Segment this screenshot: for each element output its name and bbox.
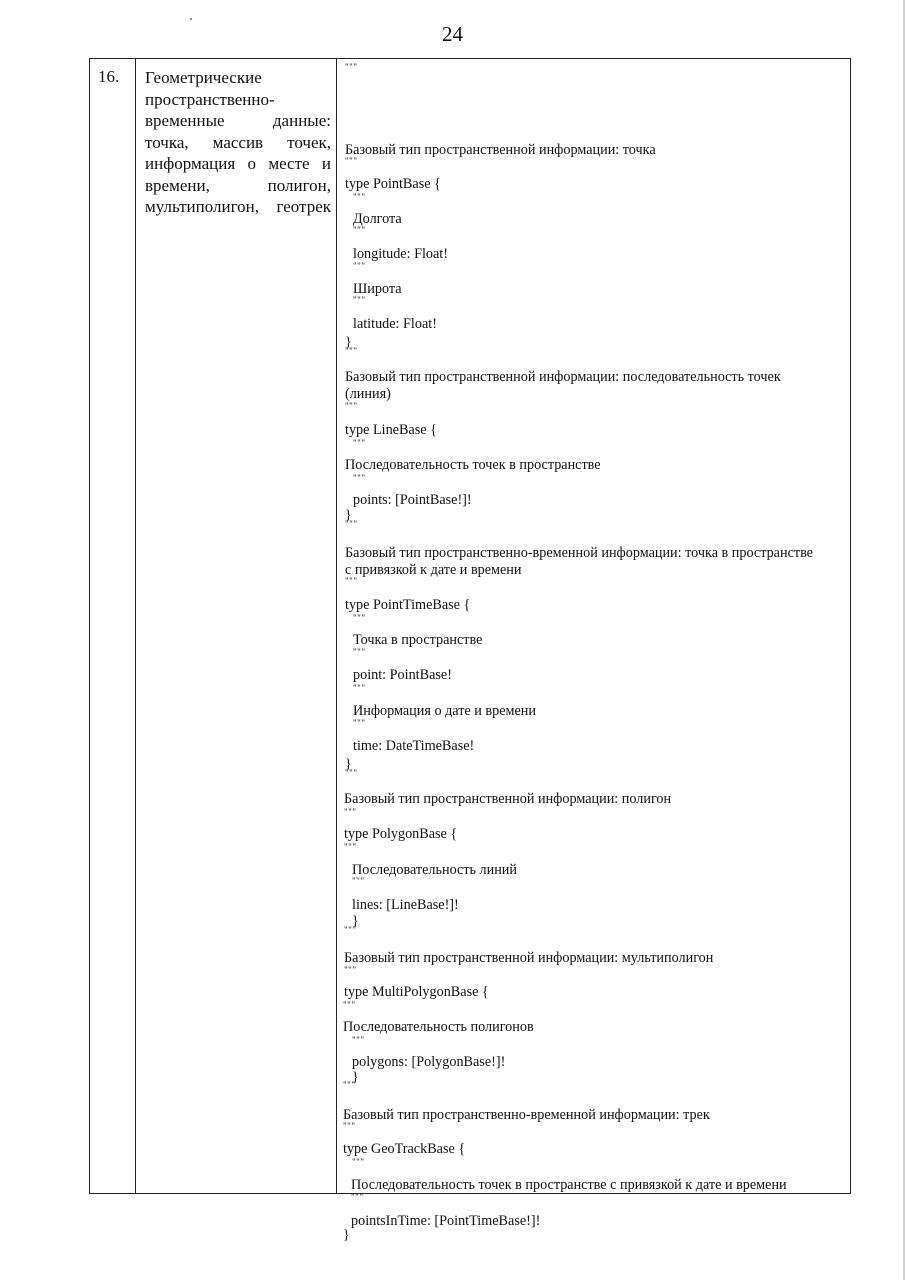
closing-brace: } bbox=[345, 335, 352, 350]
docstring-quotes: """ bbox=[352, 1035, 365, 1045]
title-word: Геометрические bbox=[145, 68, 262, 87]
code-line: Базовый тип пространственно-временной информации: трек bbox=[343, 1107, 710, 1123]
code-line: Последовательность линий bbox=[352, 862, 517, 878]
title-line bbox=[145, 67, 331, 89]
code-line: с привязкой к дате и времени bbox=[345, 562, 522, 578]
code-line: Базовый тип пространственно-временной информации: точка в пространстве bbox=[345, 545, 813, 561]
title-word: временные bbox=[145, 111, 225, 130]
docstring-quotes: """ bbox=[352, 876, 365, 886]
code-line: latitude: Float! bbox=[353, 316, 437, 332]
closing-brace: } bbox=[352, 1070, 359, 1085]
row-number: 16. bbox=[98, 67, 120, 86]
title-word: пространственно- bbox=[145, 89, 275, 109]
code-line: Последовательность точек в пространстве bbox=[345, 457, 601, 473]
code-line: Долгота bbox=[353, 211, 402, 227]
title-line bbox=[145, 196, 331, 218]
code-line: Информация о дате и времени bbox=[353, 703, 536, 719]
docstring-quotes: """ bbox=[344, 925, 357, 935]
title-line bbox=[145, 132, 331, 154]
title-line bbox=[145, 153, 331, 175]
title-line bbox=[145, 175, 331, 197]
docstring-quotes: """ bbox=[345, 576, 358, 586]
docstring-quotes: """ bbox=[345, 401, 358, 411]
docstring-quotes: """ bbox=[353, 473, 366, 483]
code-line: time: DateTimeBase! bbox=[353, 738, 475, 754]
code-line: (линия) bbox=[345, 386, 391, 402]
closing-brace: } bbox=[352, 914, 359, 929]
code-line: points: [PointBase!]! bbox=[353, 492, 472, 508]
title-line bbox=[145, 89, 331, 111]
docstring-quotes: """ bbox=[353, 613, 366, 623]
code-line: pointsInTime: [PointTimeBase!]! bbox=[351, 1213, 541, 1229]
code-line: Базовый тип пространственной информации: мультиполигон bbox=[344, 950, 714, 966]
docstring-quotes: """ bbox=[343, 1080, 356, 1090]
title-word: данные: bbox=[272, 111, 331, 130]
code-line: type PointBase { bbox=[345, 176, 441, 192]
code-line: Базовый тип пространственной информации: точка bbox=[345, 142, 656, 158]
code-line: polygons: [PolygonBase!]! bbox=[352, 1054, 506, 1070]
docstring-quotes: """ bbox=[343, 1121, 356, 1131]
docstring-quotes: """ bbox=[351, 1192, 364, 1202]
docstring-quotes: """ bbox=[353, 683, 366, 693]
code-cell bbox=[337, 59, 850, 1243]
docstring-quotes: """ bbox=[353, 261, 366, 271]
code-line: Базовый тип пространственной информации: последовательность точек bbox=[345, 369, 781, 385]
docstring-quotes: """ bbox=[353, 647, 366, 657]
code-line: Точка в пространстве bbox=[353, 632, 483, 648]
docstring-quotes: """ bbox=[353, 718, 366, 728]
row-number-cell bbox=[90, 59, 136, 1193]
title-word: мультиполигон, bbox=[145, 197, 259, 216]
docstring-quotes: """ bbox=[353, 438, 366, 448]
title-word: о bbox=[247, 154, 256, 173]
code-line: type MultiPolygonBase { bbox=[344, 984, 489, 1000]
code-line: lines: [LineBase!]! bbox=[352, 897, 459, 913]
title-word: точек, bbox=[287, 132, 331, 152]
docstring-quotes: """ bbox=[344, 807, 357, 817]
code-line: point: PointBase! bbox=[353, 667, 452, 683]
code-line: type PolygonBase { bbox=[344, 826, 458, 842]
row-title-cell bbox=[136, 59, 337, 1193]
title-line bbox=[145, 110, 331, 132]
title-word: и bbox=[321, 154, 331, 173]
code-line: type PointTimeBase { bbox=[345, 597, 471, 613]
code-line: Базовый тип пространственной информации: полигон bbox=[344, 791, 672, 807]
docstring-quotes: """ bbox=[345, 62, 358, 72]
scan-speck bbox=[190, 18, 192, 20]
docstring-quotes: """ bbox=[353, 295, 366, 305]
title-word: месте bbox=[268, 154, 310, 173]
title-word: информация bbox=[145, 154, 236, 173]
code-line: Широта bbox=[353, 281, 402, 297]
title-word: времени, bbox=[145, 175, 210, 195]
docstring-quotes: """ bbox=[353, 192, 366, 202]
page-number: 24 bbox=[442, 22, 463, 46]
docstring-quotes: """ bbox=[343, 1000, 356, 1010]
code-line: Последовательность полигонов bbox=[343, 1019, 534, 1035]
document-table bbox=[89, 58, 851, 1243]
docstring-quotes: """ bbox=[345, 768, 358, 778]
code-line: type LineBase { bbox=[345, 422, 437, 438]
closing-brace: } bbox=[345, 757, 352, 772]
title-word: геотрек bbox=[276, 197, 331, 216]
closing-brace: } bbox=[343, 1228, 350, 1243]
docstring-quotes: """ bbox=[345, 519, 358, 529]
title-word: полигон, bbox=[267, 175, 331, 195]
docstring-quotes: """ bbox=[345, 156, 358, 166]
code-line: type GeoTrackBase { bbox=[343, 1141, 466, 1157]
docstring-quotes: """ bbox=[353, 225, 366, 235]
docstring-quotes: """ bbox=[345, 346, 358, 356]
docstring-quotes: """ bbox=[344, 842, 357, 852]
code-line: longitude: Float! bbox=[353, 246, 448, 262]
docstring-quotes: """ bbox=[352, 1157, 365, 1167]
title-word: точка, bbox=[145, 132, 189, 152]
docstring-quotes: """ bbox=[344, 965, 357, 975]
code-line: Последовательность точек в пространстве с привязкой к дате и времени bbox=[351, 1177, 787, 1193]
title-word: массив bbox=[212, 132, 264, 152]
closing-brace: } bbox=[345, 508, 352, 523]
